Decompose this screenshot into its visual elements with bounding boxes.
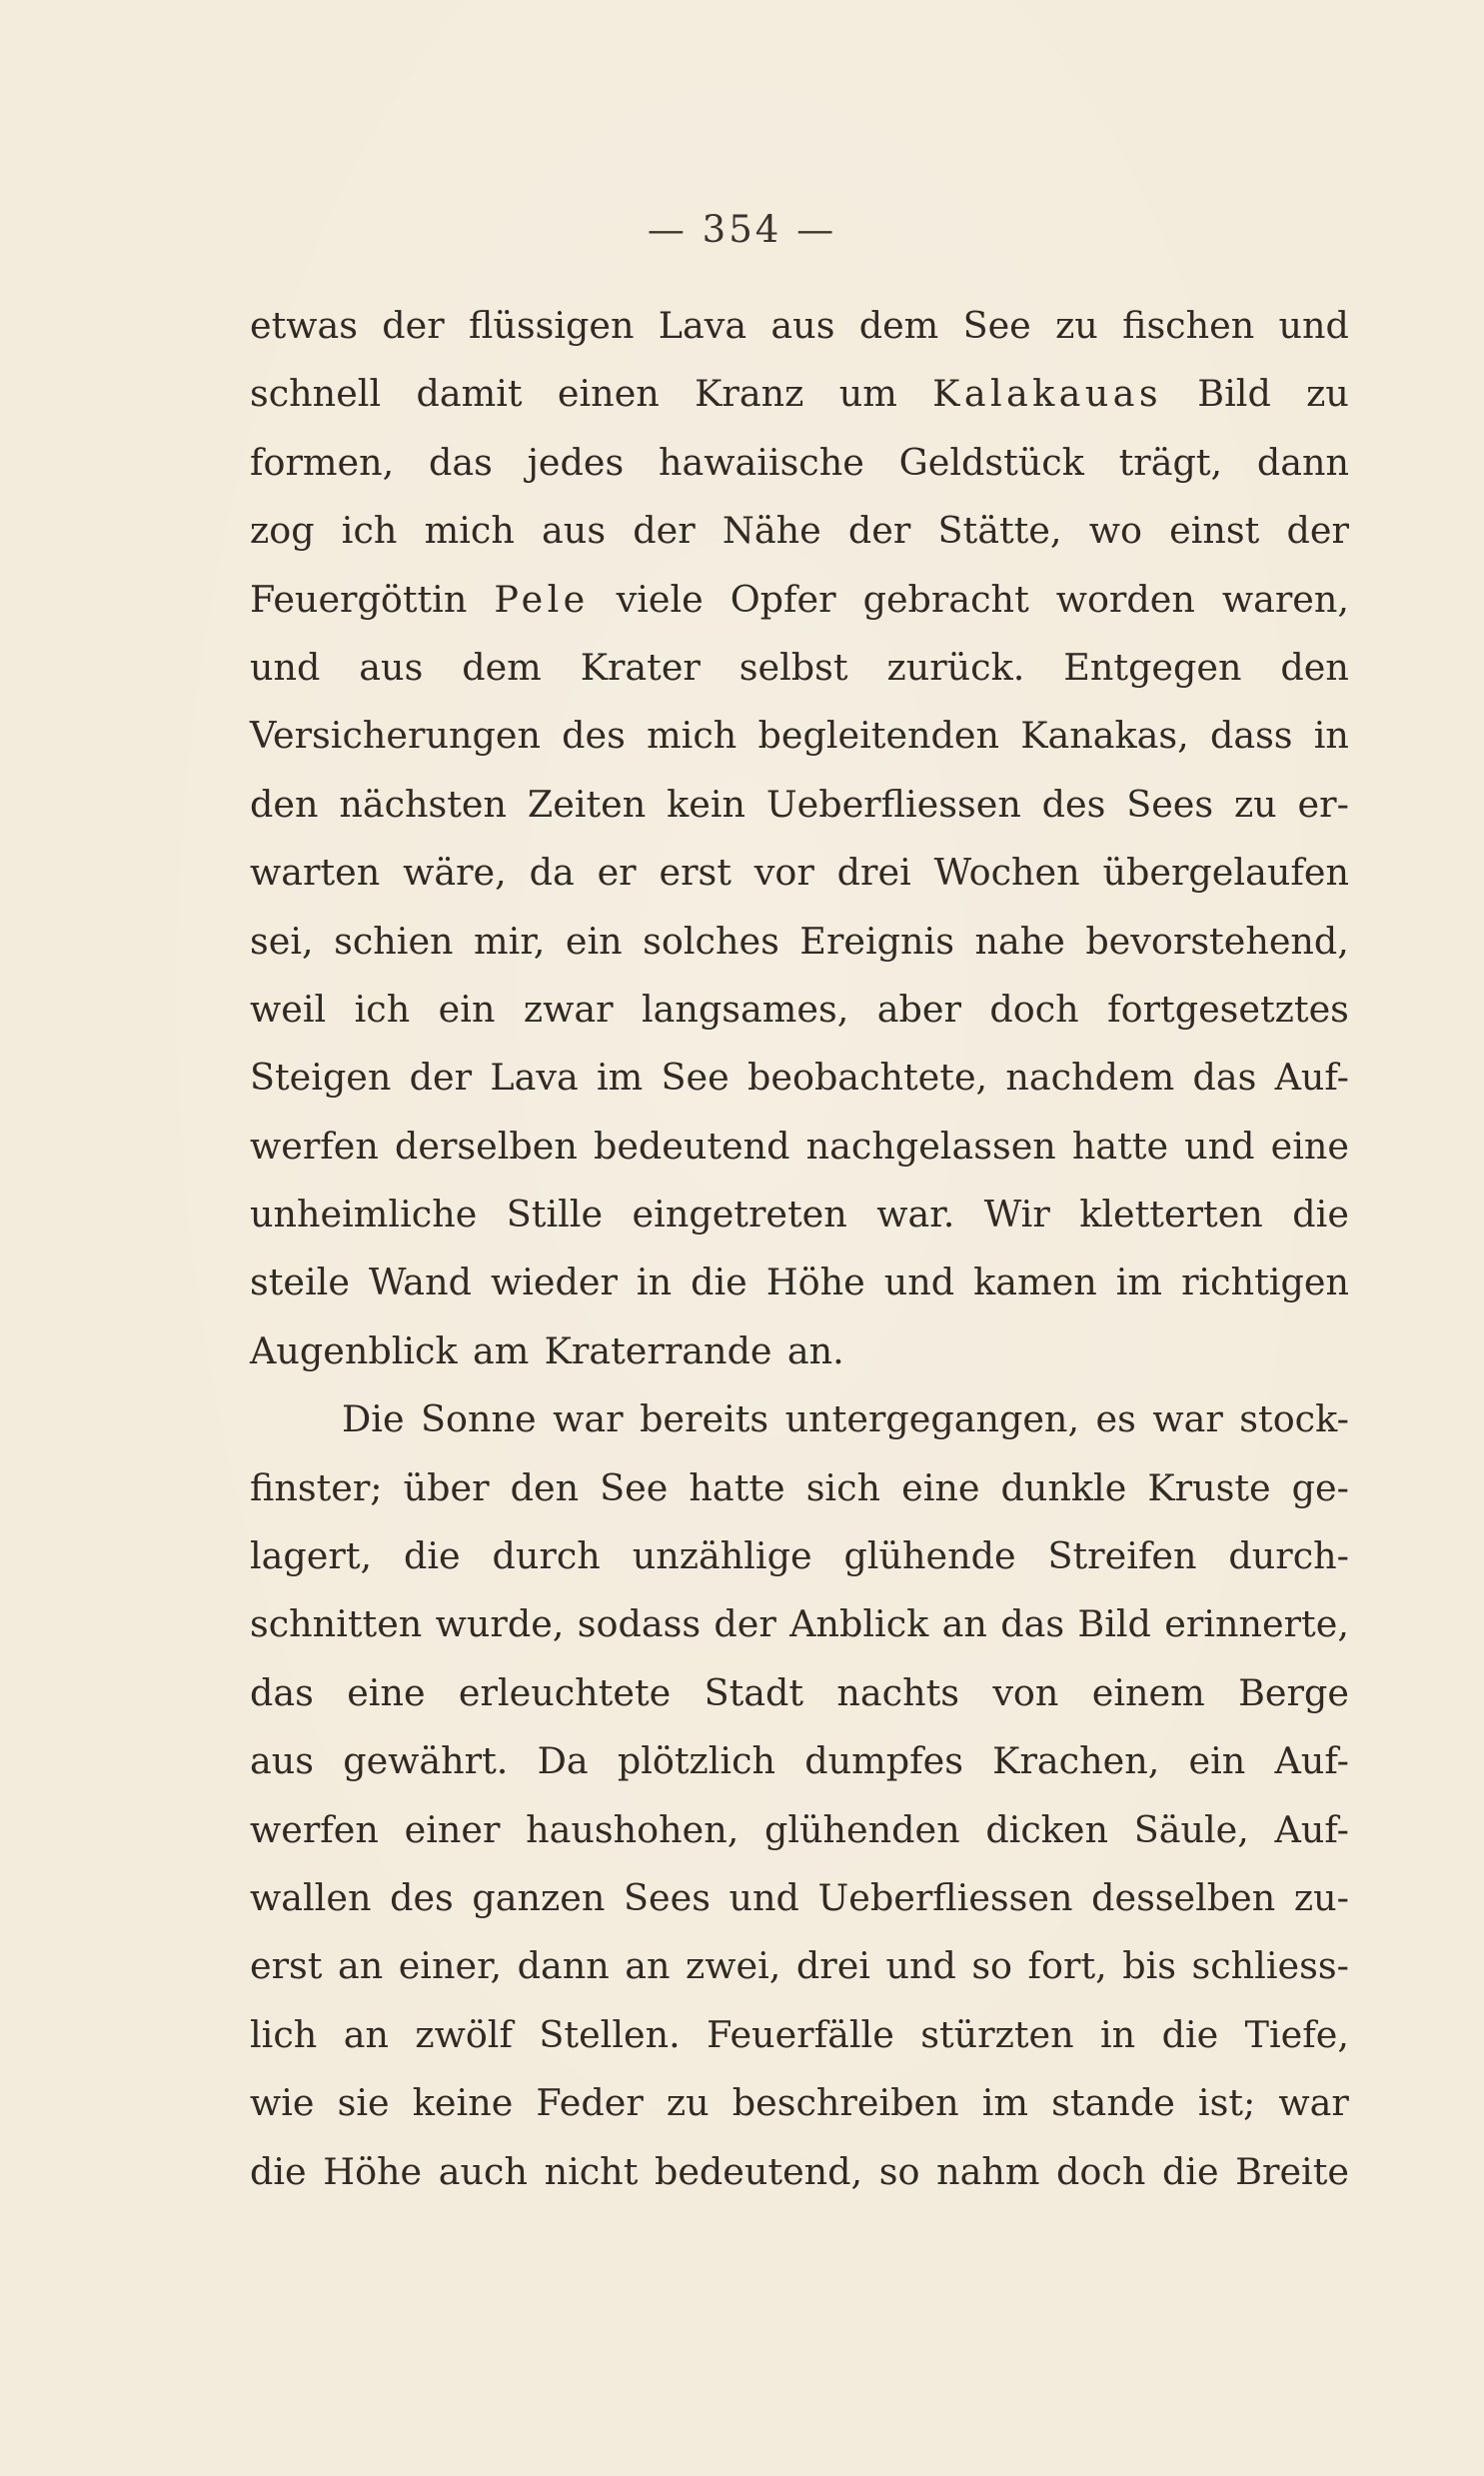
word: hatte (689, 1465, 785, 1509)
word: einem (1091, 1670, 1205, 1714)
text-line (250, 908, 1349, 976)
word: die (404, 1534, 461, 1578)
word: Nähe (722, 509, 821, 553)
word: nahm (936, 2149, 1040, 2193)
word: waren, (1221, 577, 1349, 621)
word: Ueberfliessen (817, 1875, 1073, 1919)
word: die (1161, 2012, 1219, 2056)
word: schnell (250, 372, 382, 416)
text-line (250, 1590, 1349, 1658)
word: Lava (658, 304, 747, 347)
word: durch (492, 1534, 601, 1578)
word: ein (438, 987, 496, 1031)
word: erst (659, 851, 732, 895)
word: worden (1055, 577, 1195, 621)
word: Kraterrande (544, 1328, 772, 1372)
word: Kanakas, (1020, 714, 1189, 758)
word: kamen (973, 1260, 1097, 1304)
word: übergelaufen (1102, 851, 1349, 895)
word: Zeiten (527, 782, 647, 826)
word: sich (805, 1465, 881, 1509)
word: in (1313, 714, 1349, 758)
word: finster; (250, 1465, 383, 1509)
word: einer, (398, 1944, 503, 1988)
text-line (250, 1727, 1349, 1795)
word: ein (565, 919, 623, 963)
word: Ereignis (799, 919, 954, 963)
word: schien (334, 919, 454, 963)
text-line (250, 771, 1349, 839)
word: eine (347, 1670, 426, 1714)
word: Stätte, (937, 509, 1062, 553)
word: den (250, 782, 319, 826)
word: war (1278, 2081, 1349, 2125)
word: sie (337, 2081, 390, 2125)
word: dann (517, 1944, 610, 1988)
word: glühende (843, 1534, 1016, 1578)
word: war (553, 1397, 624, 1441)
word: einen (557, 372, 660, 416)
word: langsames, (642, 987, 849, 1031)
text-line (250, 1113, 1349, 1181)
word: untergegangen, (784, 1397, 1080, 1441)
word: Höhe (323, 2149, 423, 2193)
word: plötzlich (617, 1739, 776, 1783)
text-line (250, 566, 1349, 634)
text-line (250, 497, 1349, 565)
text-line (250, 292, 1349, 360)
word: aus (770, 304, 835, 347)
word: drei (795, 1944, 870, 1988)
body-text (250, 292, 1349, 2206)
word: und (885, 1944, 956, 1988)
word: zwar (523, 987, 614, 1031)
word: doch (1056, 2149, 1146, 2193)
word: des (562, 714, 626, 758)
word: Anblick (789, 1602, 929, 1646)
word: warten (250, 851, 381, 895)
word: fischen (1122, 304, 1255, 347)
word: bis (1122, 1944, 1176, 1988)
word: Wand (368, 1260, 472, 1304)
word: Opfer (730, 577, 836, 621)
word: um (838, 372, 897, 416)
text-line (250, 1385, 1349, 1453)
word: die (250, 2149, 307, 2193)
word: haushohen, (526, 1807, 740, 1851)
word: Tiefe, (1244, 2012, 1349, 2056)
word: das (250, 1670, 314, 1714)
word: mir, (474, 919, 546, 963)
word: eine (1270, 1124, 1349, 1168)
word: hatte (1071, 1124, 1169, 1168)
word: aber (876, 987, 961, 1031)
word: dem (462, 645, 542, 689)
word: Wochen (933, 851, 1080, 895)
word: aus (359, 645, 424, 689)
word: Feuergöttin (250, 577, 468, 621)
word: nahe (974, 919, 1065, 963)
word: Stille (506, 1193, 604, 1237)
word: zog (250, 509, 315, 553)
word: stande (1051, 2081, 1175, 2125)
text-line (250, 2138, 1349, 2206)
word: bedeutend, (654, 2149, 863, 2193)
word: Wir (983, 1193, 1050, 1237)
word: derselben (394, 1124, 578, 1168)
word: solches (643, 919, 779, 963)
word: es (1095, 1397, 1136, 1441)
word: eine (901, 1465, 980, 1509)
word: fortgesetztes (1107, 987, 1349, 1031)
word: drei (836, 851, 911, 895)
word: lagert, (250, 1534, 373, 1578)
word: und (250, 645, 321, 689)
word: das (429, 440, 493, 484)
word: trägt, (1118, 440, 1223, 484)
word: ein (1188, 1739, 1246, 1783)
word: an (343, 2012, 389, 2056)
word: lich (250, 2012, 318, 2056)
word: stock- (1239, 1397, 1349, 1441)
word: zurück. (886, 645, 1025, 689)
text-line (250, 634, 1349, 702)
text-line (250, 1248, 1349, 1316)
word: einst (1169, 509, 1260, 553)
word: selbst (739, 645, 848, 689)
word: des (390, 1875, 454, 1919)
word: Die (342, 1397, 405, 1441)
word: beschreiben (732, 2081, 959, 2125)
text-line (250, 1317, 1349, 1385)
word: der (1286, 509, 1349, 553)
word: aus (542, 509, 607, 553)
word: an (337, 1944, 384, 1988)
word: nachdem (1005, 1056, 1175, 1100)
word: dann (1256, 440, 1349, 484)
word: Da (537, 1739, 589, 1783)
word: bevorstehend, (1085, 919, 1349, 963)
word: ge- (1291, 1465, 1349, 1509)
word: erinnerte, (1164, 1602, 1349, 1646)
word: so (878, 2149, 920, 2193)
word: er- (1297, 782, 1349, 826)
text-line (250, 702, 1349, 770)
word: formen, (250, 440, 395, 484)
word: sodass (577, 1602, 702, 1646)
word: die (1161, 2149, 1219, 2193)
word: werfen (250, 1807, 379, 1851)
word: vor (753, 851, 814, 895)
word: ganzen (472, 1875, 606, 1919)
word: ich (341, 509, 398, 553)
word: nicht (544, 2149, 639, 2193)
word: keine (412, 2081, 514, 2125)
word: Bild (1077, 1602, 1151, 1646)
word: im (596, 1056, 644, 1100)
word: und (883, 1260, 955, 1304)
word: wurde, (435, 1602, 565, 1646)
word: gewährt. (343, 1739, 509, 1783)
word: der (847, 509, 911, 553)
word: der (409, 1056, 473, 1100)
word: da (529, 851, 575, 895)
word: sei, (250, 919, 314, 963)
word: nachgelassen (805, 1124, 1056, 1168)
word: mich (424, 509, 515, 553)
word: dem (858, 304, 939, 347)
word: eingetreten (632, 1193, 847, 1237)
word: und (1184, 1124, 1255, 1168)
word: von (992, 1670, 1059, 1714)
word: damit (416, 372, 523, 416)
word: wallen (250, 1875, 372, 1919)
word: der (382, 304, 445, 347)
word: Krater (580, 645, 701, 689)
word: Auf- (1274, 1056, 1349, 1100)
word: Breite (1235, 2149, 1349, 2193)
word: aus (250, 1739, 314, 1783)
word: viele (616, 577, 704, 621)
word: war. (876, 1193, 955, 1237)
word: desselben (1091, 1875, 1276, 1919)
word: des (1041, 782, 1106, 826)
word: See (962, 304, 1031, 347)
word: wo (1088, 509, 1142, 553)
word: Auf- (1274, 1739, 1349, 1783)
word: See (600, 1465, 669, 1509)
word: über (403, 1465, 490, 1509)
word: bedeutend (593, 1124, 790, 1168)
text-line (250, 976, 1349, 1044)
word: unzählige (632, 1534, 812, 1578)
word: an (941, 1602, 987, 1646)
word: er (597, 851, 637, 895)
word: Ueberfliessen (765, 782, 1021, 826)
word: die (1292, 1193, 1349, 1237)
word: schnitten (250, 1602, 423, 1646)
text-line (250, 1659, 1349, 1727)
word: dumpfes (804, 1739, 963, 1783)
word: zu (1055, 304, 1098, 347)
word: war (1152, 1397, 1223, 1441)
word: richtigen (1181, 1260, 1349, 1304)
word: Stadt (704, 1670, 804, 1714)
word: zwei, (686, 1944, 781, 1988)
word: Streifen (1047, 1534, 1197, 1578)
text-line (250, 429, 1349, 497)
word: den (1280, 645, 1349, 689)
word: erst (250, 1944, 323, 1988)
word: Kalakauas (932, 372, 1162, 416)
text-line (250, 360, 1349, 428)
word: fort, (1027, 1944, 1107, 1988)
word: Feder (536, 2081, 644, 2125)
word: glühenden (764, 1807, 960, 1851)
text-line (250, 2001, 1349, 2069)
word: das (1192, 1056, 1257, 1100)
word: in (636, 1260, 673, 1304)
text-line (250, 1932, 1349, 2000)
word: dass (1209, 714, 1293, 758)
word: Sonne (421, 1397, 537, 1441)
word: erleuchtete (458, 1670, 672, 1714)
word: im (981, 2081, 1029, 2125)
word: auch (438, 2149, 528, 2193)
word: begleitenden (757, 714, 1000, 758)
word: so (971, 1944, 1013, 1988)
text-line (250, 1044, 1349, 1112)
word: und (729, 1875, 799, 1919)
word: einer (404, 1807, 501, 1851)
text-line (250, 1454, 1349, 1522)
word: wäre, (403, 851, 507, 895)
text-line (250, 839, 1349, 907)
word: doch (989, 987, 1079, 1031)
word: wie (250, 2081, 315, 2125)
word: beobachtete, (747, 1056, 988, 1100)
word: durch- (1228, 1534, 1349, 1578)
word: Lava (490, 1056, 579, 1100)
word: Versicherungen (250, 714, 541, 758)
word: jedes (527, 440, 625, 484)
word: das (1000, 1602, 1065, 1646)
word: ich (354, 987, 411, 1031)
word: an. (786, 1328, 844, 1372)
word: stürzten (920, 2012, 1074, 2056)
word: Höhe (765, 1260, 865, 1304)
word: Bild (1197, 372, 1271, 416)
word: an (625, 1944, 671, 1988)
word: bereits (640, 1397, 769, 1441)
word: kletterten (1079, 1193, 1263, 1237)
word: Kruste (1147, 1465, 1271, 1509)
word: Augenblick (250, 1328, 458, 1372)
word: im (1115, 1260, 1163, 1304)
word: Steigen (250, 1056, 392, 1100)
text-line (250, 1181, 1349, 1248)
word: zu- (1293, 1875, 1349, 1919)
word: nächsten (339, 782, 508, 826)
word: Feuerfälle (707, 2012, 894, 2056)
word: in (1100, 2012, 1136, 2056)
word: zu (1233, 782, 1277, 826)
text-line (250, 2069, 1349, 2137)
word: unheimliche (250, 1193, 478, 1237)
word: Auf- (1274, 1807, 1349, 1851)
word: Berge (1238, 1670, 1349, 1714)
text-line (250, 1796, 1349, 1864)
word: gebracht (862, 577, 1029, 621)
word: dicken (985, 1807, 1109, 1851)
word: Sees (623, 1875, 711, 1919)
word: Stellen. (539, 2012, 681, 2056)
word: dunkle (1000, 1465, 1127, 1509)
word: Geldstück (898, 440, 1084, 484)
word: zu (1306, 372, 1349, 416)
word: See (661, 1056, 730, 1100)
text-line (250, 1522, 1349, 1590)
word: und (1278, 304, 1349, 347)
word: Entgegen (1063, 645, 1242, 689)
word: weil (250, 987, 327, 1031)
page-number: — 354 — (647, 208, 837, 251)
word: am (472, 1328, 530, 1372)
word: Säule, (1133, 1807, 1249, 1851)
word: etwas (250, 304, 359, 347)
word: werfen (250, 1124, 379, 1168)
word: hawaiische (658, 440, 864, 484)
word: Sees (1126, 782, 1214, 826)
text-line (250, 1864, 1349, 1932)
word: flüssigen (469, 304, 635, 347)
word: Pele (494, 577, 590, 621)
word: wieder (490, 1260, 618, 1304)
word: zwölf (415, 2012, 513, 2056)
word: die (691, 1260, 747, 1304)
word: schliess- (1191, 1944, 1349, 1988)
word: kein (667, 782, 746, 826)
word: der (714, 1602, 776, 1646)
word: Krachen, (992, 1739, 1160, 1783)
word: mich (647, 714, 738, 758)
word: ist; (1197, 2081, 1256, 2125)
word: zu (666, 2081, 710, 2125)
word: der (633, 509, 696, 553)
word: den (510, 1465, 580, 1509)
word: steile (250, 1260, 350, 1304)
word: Kranz (695, 372, 804, 416)
word: nachts (836, 1670, 959, 1714)
